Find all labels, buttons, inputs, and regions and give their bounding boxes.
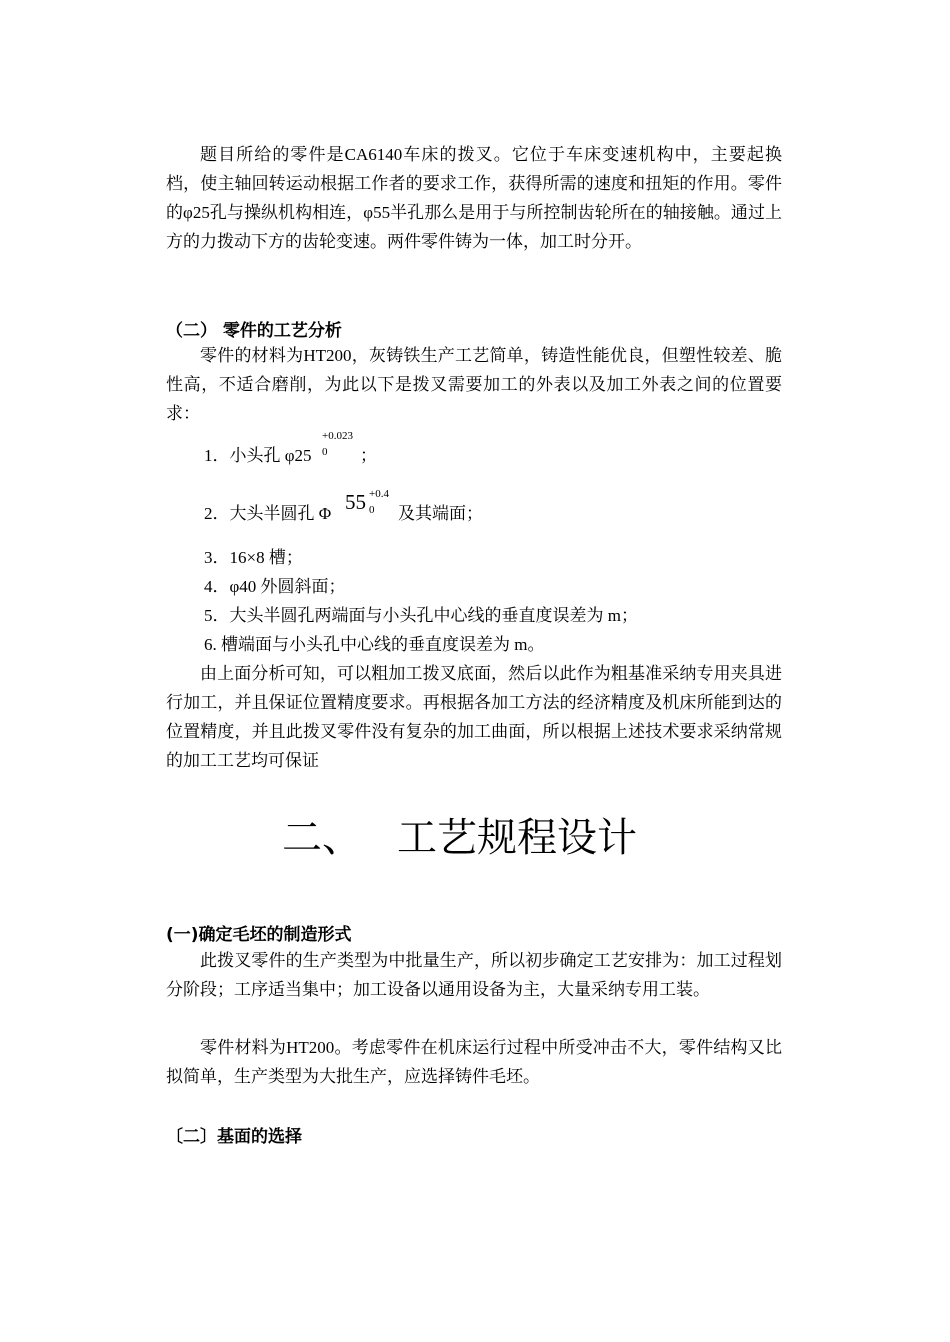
analysis-paragraph: 零件的材料为HT200，灰铸铁生产工艺简单，铸造性能优良，但塑性较差、脆性高，不适合磨削，为此以下是拨叉需要加工的外表以及加工外表之间的位置要求：	[166, 346, 782, 423]
requirement-1-text: 1．小头孔 φ25	[204, 446, 312, 465]
section-number: 二、	[282, 815, 362, 860]
requirement-item-6: 6. 槽端面与小头孔中心线的垂直度误差为 m。	[204, 635, 545, 654]
requirement-2-text: 2．大头半圆孔 Φ	[204, 504, 332, 523]
conclusion-paragraph: 由上面分析可知，可以粗加工拨叉底面，然后以此作为粗基准采纳专用夹具进行加工，并且保证位置精度要求。再根据各加工方法的经济精度及机床所能到达的位置精度，并且此拨叉零件没有复杂的加工曲面，所以根据上述技术要求采纳常规的加工工艺均可保证	[166, 664, 782, 770]
tolerance-upper-2: +0.4	[369, 488, 389, 500]
requirement-item-5: 5．大头半圆孔两端面与小头孔中心线的垂直度误差为 m；	[204, 606, 638, 625]
analysis-heading: （二） 零件的工艺分析	[166, 321, 342, 341]
tolerance-lower-1: 0	[322, 446, 328, 458]
blank-paragraph-1: 此拨叉零件的生产类型为中批量生产，所以初步确定工艺安排为：加工过程划分阶段；工序适当集中；加工设备以通用设备为主，大量采纳专用工装。	[166, 951, 782, 999]
requirement-2-suffix: 及其端面；	[398, 504, 483, 523]
dimension-55: 55	[345, 490, 366, 514]
requirement-item-2	[204, 499, 331, 528]
intro-paragraph: 题目所给的零件是CA6140车床的拨叉。它位于车床变速机构中，主要起换档，使主轴回转运动根据工作者的要求工作，获得所需的速度和扭矩的作用。零件的φ25孔与操纵机构相连，φ55半孔那么是用于与所控制齿轮所在的轴接触。通过上方的力拨动下方的齿轮变速。两件零件铸为一体，加工时分开。	[166, 145, 782, 251]
requirement-1-suffix: ；	[360, 446, 377, 465]
requirement-item-1	[204, 441, 312, 470]
datum-heading: 〔二〕基面的选择	[166, 1127, 302, 1147]
requirement-item-4: 4．φ40 外圆斜面；	[204, 577, 346, 596]
blank-paragraph-2: 零件材料为HT200。考虑零件在机床运行过程中所受冲击不大，零件结构又比拟简单，生产类型为大批生产，应选择铸件毛坯。	[166, 1038, 782, 1086]
section-title	[282, 806, 637, 863]
tolerance-upper-1: +0.023	[322, 430, 353, 442]
section-title-text: 工艺规程设计	[397, 815, 637, 860]
requirement-item-3: 3．16×8 槽；	[204, 548, 303, 567]
blank-heading: (一)确定毛坯的制造形式	[166, 925, 352, 945]
tolerance-lower-2: 0	[369, 504, 375, 516]
